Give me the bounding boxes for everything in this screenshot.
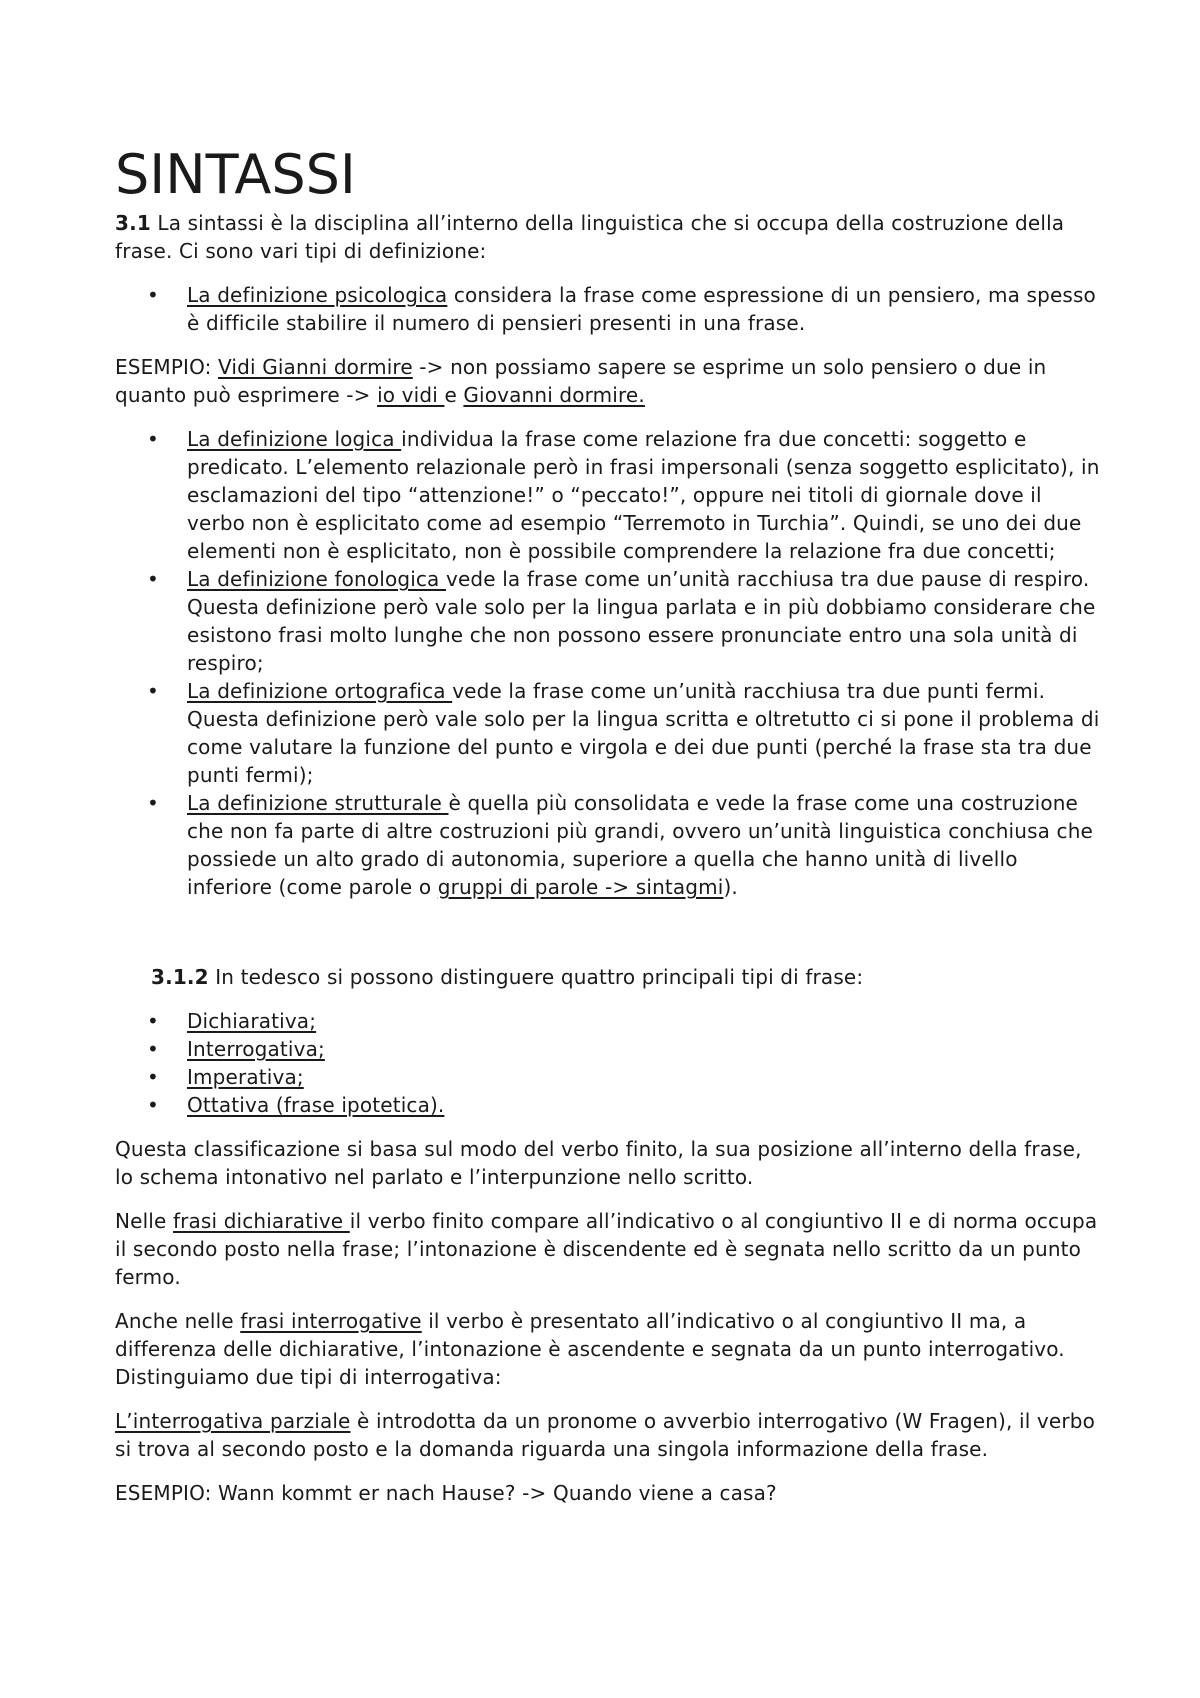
paragraph-3-1-2: 3.1.2 In tedesco si possono distinguere quattro principali tipi di frase: — [151, 965, 864, 989]
paragraph-interrogative: Anche nelle frasi interrogative il verbo è presentato all’indicativo o al congiuntivo II ma, a differenza delle dichiarative, l’intonazione è ascendente e segnata da un punto interrogativo. Distinguiamo due tipi di interrogativa: — [115, 1309, 1065, 1389]
paragraph-3-1: 3.1 La sintassi è la disciplina all’interno della linguistica che si occupa della costruzione della frase. Ci sono vari tipi di definizione: — [115, 211, 1065, 263]
list-item-strutturale: • La definizione strutturale è quella più consolidata e vede la frase come una costruzione che non fa parte di altre costruzioni più grandi, ovvero un’unità linguistica conchiusa che possiede un alto grado di autonomia, superiore a quella che hanno unità di livello inferiore (come parole o gruppi di parole -> sintagmi). — [187, 789, 1100, 901]
document-body — [115, 145, 1100, 1523]
list-item-ortografica: • La definizione ortografica vede la frase come un’unità racchiusa tra due punti fermi. Questa definizione però vale solo per la lingua scritta e oltretutto ci si pone il problema di come valutare la funzione del punto e virgola e dei due punti (perché la frase sta tra due punti fermi); — [187, 677, 1100, 789]
list-item-type: • Ottativa (frase ipotetica). — [187, 1091, 1100, 1119]
spacer — [115, 917, 1100, 963]
list-item-fonologica: • La definizione fonologica vede la frase come un’unità racchiusa tra due pause di respiro. Questa definizione però vale solo per la lingua parlata e in più dobbiamo considerare che esistono frasi molto lunghe che non possono essere pronunciate entro una sola unità di respiro; — [187, 565, 1100, 677]
term-strutturale: La definizione strutturale — [187, 791, 449, 815]
term-logica: La definizione logica — [187, 427, 402, 451]
paragraph-parziale: L’interrogativa parziale è introdotta da un pronome o avverbio interrogativo (W Fragen), il verbo si trova al secondo posto e la domanda riguarda una singola informazione della frase. — [115, 1409, 1095, 1461]
list-item-type: • Interrogativa; — [187, 1035, 1100, 1063]
term-fonologica: La definizione fonologica — [187, 567, 446, 591]
term-psicologica: La definizione psicologica — [187, 283, 448, 307]
section-number: 3.1 — [115, 211, 151, 235]
definitions-list-2 — [115, 425, 1100, 901]
sentence-types-list — [115, 1007, 1100, 1119]
example-2: ESEMPIO: Wann kommt er nach Hause? -> Quando viene a casa? — [115, 1481, 777, 1505]
example-1: ESEMPIO: Vidi Gianni dormire -> non possiamo sapere se esprime un solo pensiero o due in quanto può esprimere -> io vidi e Giovanni dormire. — [115, 355, 1047, 407]
list-item-psicologica: • La definizione psicologica considera la frase come espressione di un pensiero, ma spesso è difficile stabilire il numero di pensieri presenti in una frase. — [187, 281, 1100, 337]
definitions-list-1 — [115, 281, 1100, 337]
paragraph-classificazione: Questa classificazione si basa sul modo del verbo finito, la sua posizione all’interno della frase, lo schema intonativo nel parlato e l’interpunzione nello scritto. — [115, 1137, 1082, 1189]
page-title: SINTASSI — [115, 143, 356, 206]
section-number: 3.1.2 — [151, 965, 209, 989]
term-ortografica: La definizione ortografica — [187, 679, 453, 703]
list-item-type: • Imperativa; — [187, 1063, 1100, 1091]
list-item-type: • Dichiarativa; — [187, 1007, 1100, 1035]
paragraph-dichiarative: Nelle frasi dichiarative il verbo finito compare all’indicativo o al congiuntivo II e di norma occupa il secondo posto nella frase; l’intonazione è discendente ed è segnata nello scritto da un punto fermo. — [115, 1209, 1098, 1289]
list-item-logica: • La definizione logica individua la frase come relazione fra due concetti: soggetto e predicato. L’elemento relazionale però in frasi impersonali (senza soggetto esplicitato), in esclamazioni del tipo “attenzione!” o “peccato!”, oppure nei titoli di giornale dove il verbo non è esplicitato come ad esempio “Terremoto in Turchia”. Quindi, se uno dei due elementi non è esplicitato, non è possibile comprendere la relazione fra due concetti; — [187, 425, 1100, 565]
